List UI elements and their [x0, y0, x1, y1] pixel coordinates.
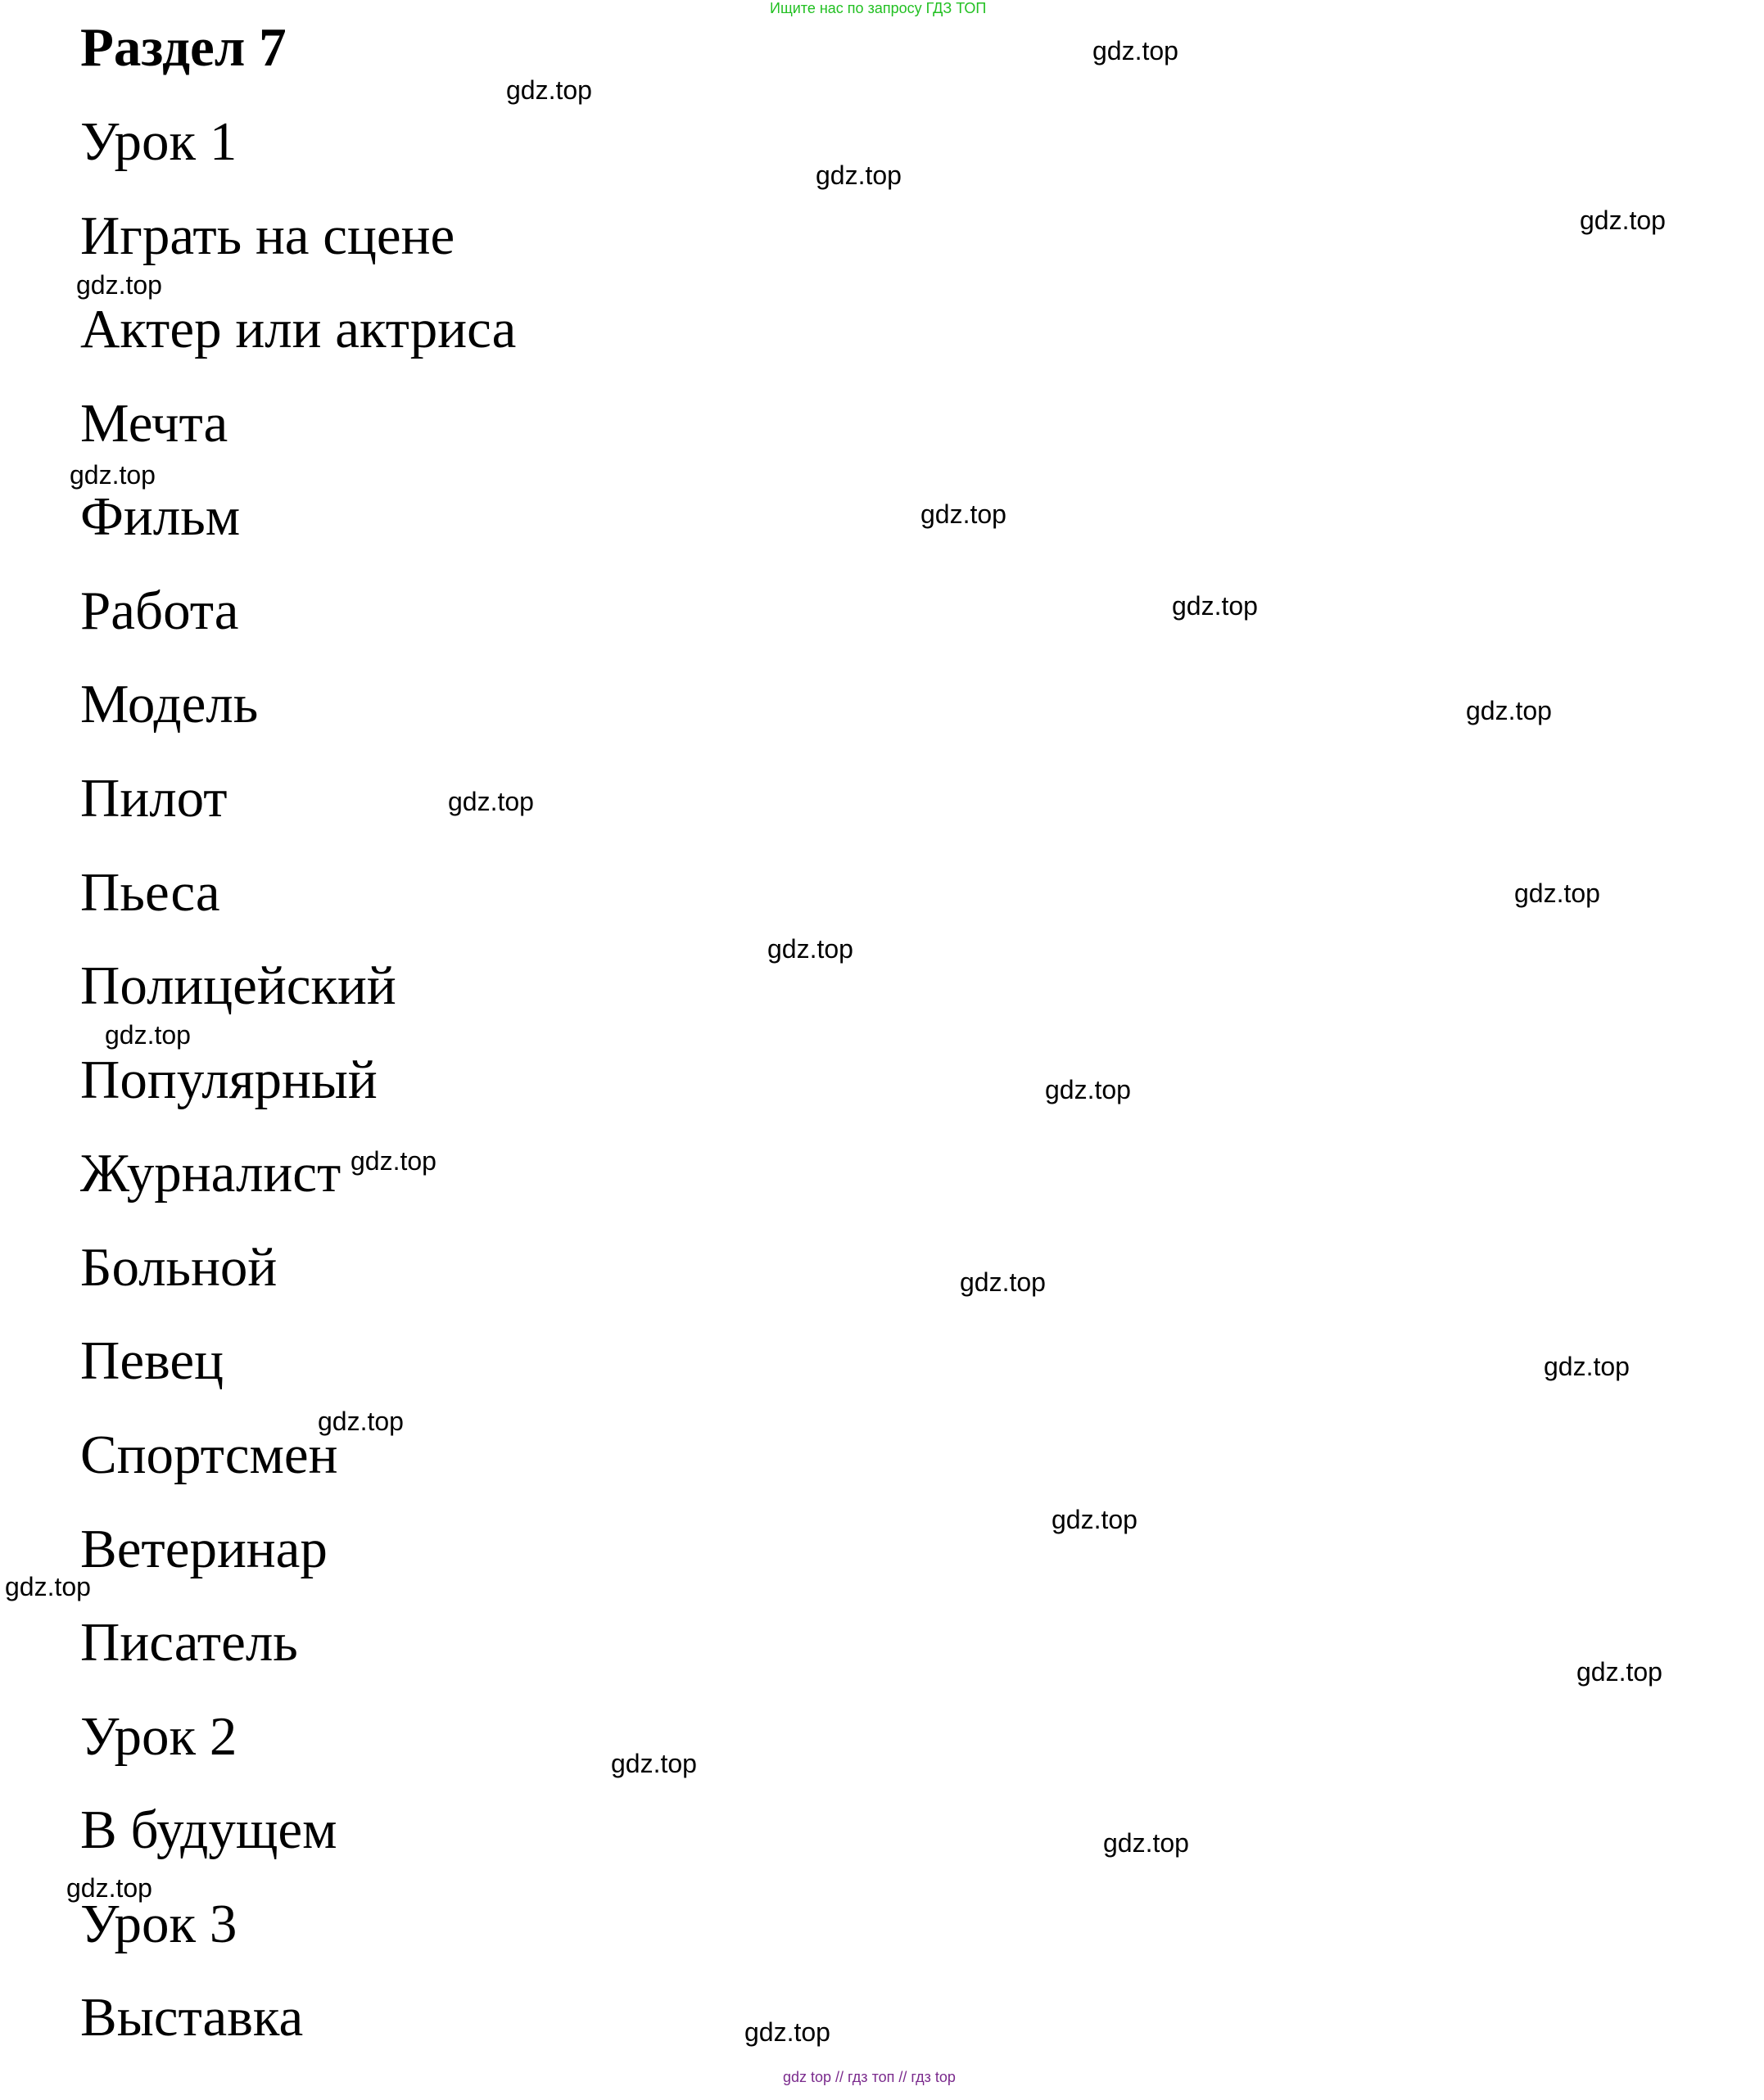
- word-sick: Больной: [80, 1237, 278, 1298]
- watermark: gdz.top: [1052, 1505, 1138, 1534]
- word-work: Работа: [80, 580, 239, 641]
- watermark: gdz.top: [920, 499, 1006, 529]
- watermark: gdz.top: [351, 1146, 436, 1176]
- word-in-the-future: В будущем: [80, 1800, 337, 1860]
- watermark: gdz.top: [318, 1407, 404, 1436]
- watermark: gdz.top: [1092, 36, 1178, 65]
- word-policeman: Полицейский: [80, 955, 396, 1016]
- section-title: Раздел 7: [80, 17, 287, 78]
- watermark: gdz.top: [1466, 696, 1552, 725]
- lesson-2-title: Урок 2: [80, 1706, 237, 1767]
- word-model: Модель: [80, 674, 259, 734]
- bottom-banner: gdz top // гдз топ // гдз top: [783, 2069, 956, 2085]
- watermark: gdz.top: [66, 1873, 152, 1903]
- word-actor-or-actress: Актер или актриса: [80, 299, 517, 359]
- word-exhibition: Выставка: [80, 1987, 304, 2048]
- watermark: gdz.top: [1580, 205, 1666, 235]
- lesson-3-title: Урок 3: [80, 1894, 237, 1954]
- watermark: gdz.top: [744, 2017, 830, 2047]
- watermark: gdz.top: [1045, 1075, 1131, 1104]
- word-popular: Популярный: [80, 1050, 378, 1110]
- watermark: gdz.top: [70, 460, 156, 490]
- word-film: Фильм: [80, 486, 241, 547]
- watermark: gdz.top: [1103, 1828, 1189, 1858]
- word-journalist: Журналист: [80, 1143, 341, 1204]
- word-play-on-stage: Играть на сцене: [80, 205, 455, 266]
- watermark: gdz.top: [448, 787, 534, 816]
- word-sportsman: Спортсмен: [80, 1425, 338, 1485]
- watermark: gdz.top: [105, 1020, 191, 1050]
- watermark: gdz.top: [767, 934, 853, 964]
- watermark: gdz.top: [611, 1749, 697, 1778]
- word-play: Пьеса: [80, 862, 220, 923]
- word-writer: Писатель: [80, 1612, 298, 1673]
- watermark: gdz.top: [5, 1572, 91, 1601]
- word-vet: Ветеринар: [80, 1519, 328, 1579]
- watermark: gdz.top: [1172, 591, 1258, 621]
- top-banner: Ищите нас по запросу ГДЗ ТОП: [770, 0, 987, 16]
- watermark: gdz.top: [1514, 878, 1600, 908]
- word-dream: Мечта: [80, 393, 228, 454]
- watermark: gdz.top: [960, 1267, 1046, 1297]
- watermark: gdz.top: [1544, 1352, 1630, 1381]
- word-pilot: Пилот: [80, 768, 228, 829]
- watermark: gdz.top: [76, 270, 162, 300]
- word-singer: Певец: [80, 1330, 224, 1391]
- watermark: gdz.top: [816, 160, 902, 190]
- watermark: gdz.top: [1576, 1657, 1662, 1687]
- lesson-1-title: Урок 1: [80, 111, 237, 172]
- watermark: gdz.top: [506, 75, 592, 105]
